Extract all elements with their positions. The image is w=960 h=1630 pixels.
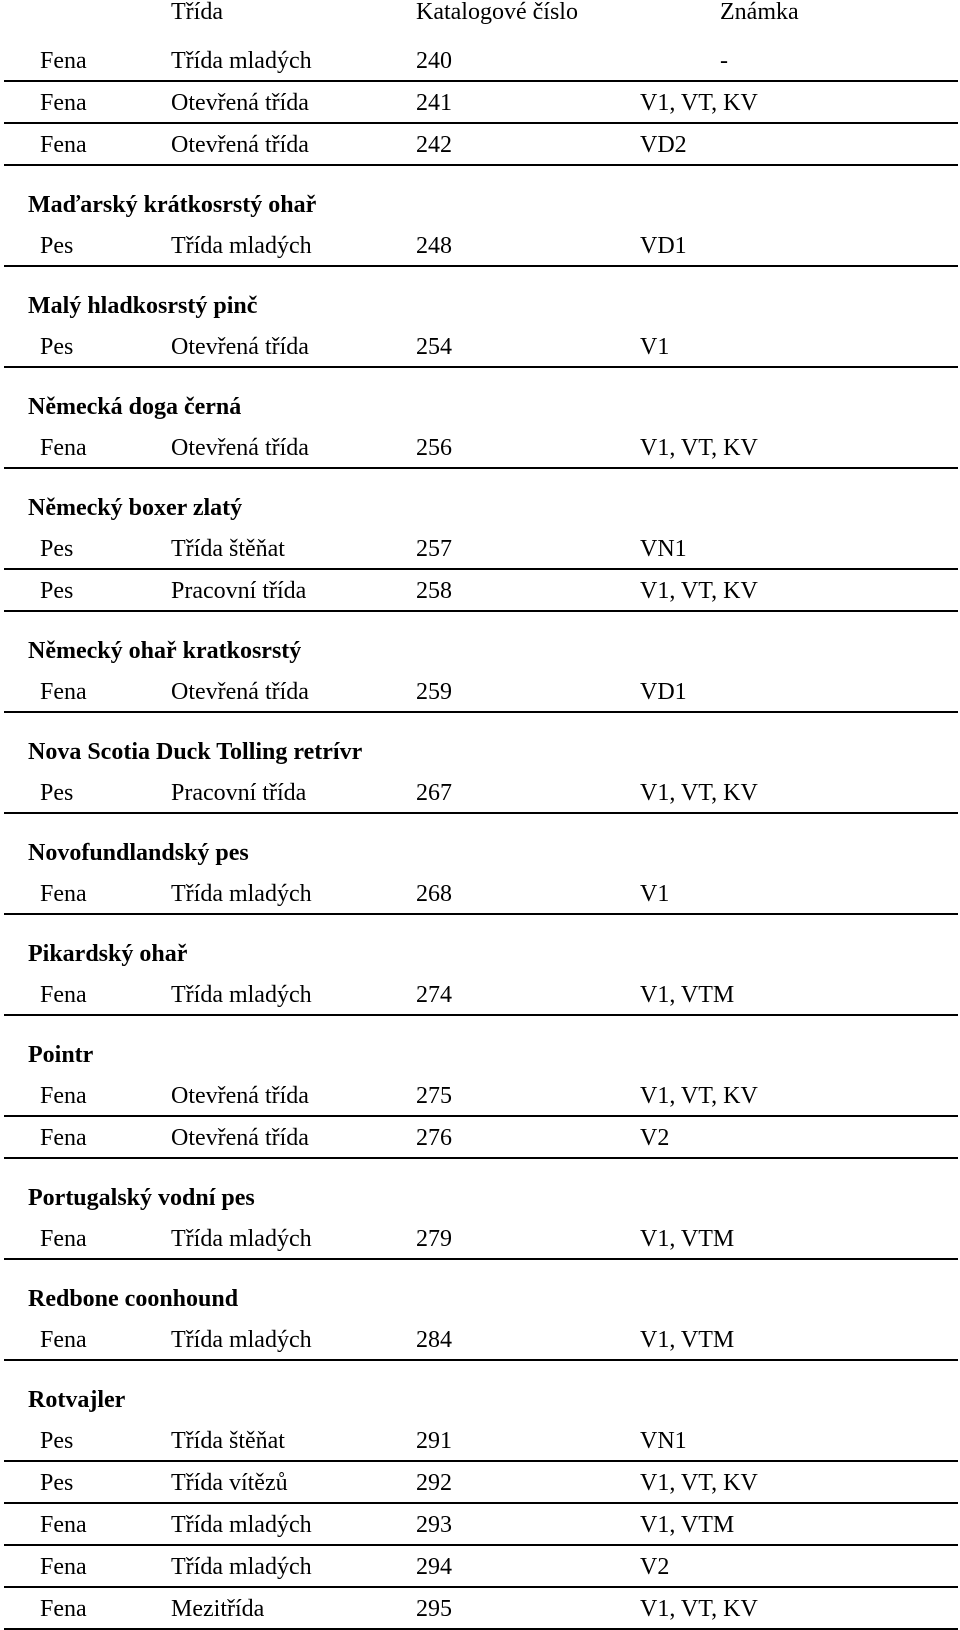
table-row (0, 38, 960, 80)
breed-heading-row (0, 913, 960, 972)
table-row (0, 223, 960, 265)
cell-trida: Třída štěňat (171, 1428, 285, 1454)
cell-trida: Třída mladých (171, 1226, 312, 1252)
breed-name: Portugalský vodní pes (28, 1185, 255, 1211)
cell-katalogove-cislo: 293 (416, 1512, 452, 1538)
cell-trida: Otevřená třída (171, 132, 309, 158)
cell-pohlavi: Fena (40, 982, 87, 1008)
results-list (0, 38, 960, 1628)
cell-znamka: VN1 (640, 536, 687, 562)
cell-znamka: V1, VT, KV (640, 1470, 758, 1496)
breed-name: Nova Scotia Duck Tolling retrívr (28, 739, 363, 765)
cell-trida: Otevřená třída (171, 679, 309, 705)
cell-znamka: V1, VTM (640, 982, 735, 1008)
cell-katalogove-cislo: 259 (416, 679, 452, 705)
breed-name: Německá doga černá (28, 394, 242, 420)
header-katalogove-cislo: Katalogové číslo (416, 0, 578, 25)
table-row (0, 1460, 960, 1502)
cell-pohlavi: Fena (40, 1512, 87, 1538)
cell-katalogove-cislo: 268 (416, 881, 452, 907)
cell-pohlavi: Pes (40, 578, 74, 604)
breed-name: Maďarský krátkosrstý ohař (28, 192, 317, 218)
table-row (0, 526, 960, 568)
cell-katalogove-cislo: 274 (416, 982, 452, 1008)
breed-heading-row (0, 711, 960, 770)
breed-heading-row (0, 265, 960, 324)
cell-pohlavi: Pes (40, 1470, 74, 1496)
cell-znamka: V1, VT, KV (640, 1596, 758, 1622)
breed-name: Pikardský ohař (28, 941, 188, 967)
cell-pohlavi: Pes (40, 334, 74, 360)
table-row (0, 122, 960, 164)
cell-trida: Otevřená třída (171, 90, 309, 116)
cell-katalogove-cislo: 254 (416, 334, 452, 360)
cell-trida: Pracovní třída (171, 578, 307, 604)
breed-name: Německý boxer zlatý (28, 495, 243, 521)
cell-pohlavi: Pes (40, 1428, 74, 1454)
cell-pohlavi: Fena (40, 1083, 87, 1109)
table-row (0, 1115, 960, 1157)
cell-pohlavi: Fena (40, 1596, 87, 1622)
cell-trida: Mezitřída (171, 1596, 265, 1622)
breed-heading-row (0, 164, 960, 223)
cell-katalogove-cislo: 240 (416, 48, 452, 74)
breed-name: Novofundlandský pes (28, 840, 249, 866)
cell-znamka: V1, VT, KV (640, 1083, 758, 1109)
cell-znamka: V1, VTM (640, 1327, 735, 1353)
cell-trida: Otevřená třída (171, 435, 309, 461)
cell-trida: Pracovní třída (171, 780, 307, 806)
cell-katalogove-cislo: 256 (416, 435, 452, 461)
cell-trida: Otevřená třída (171, 334, 309, 360)
cell-znamka: V1, VT, KV (640, 780, 758, 806)
breed-heading-row (0, 1258, 960, 1317)
table-row (0, 1317, 960, 1359)
cell-trida: Třída mladých (171, 48, 312, 74)
cell-pohlavi: Fena (40, 1125, 87, 1151)
cell-trida: Třída mladých (171, 881, 312, 907)
breed-name: Pointr (28, 1042, 94, 1068)
cell-pohlavi: Fena (40, 1554, 87, 1580)
cell-znamka: V1, VTM (640, 1226, 735, 1252)
table-row (0, 425, 960, 467)
cell-pohlavi: Pes (40, 780, 74, 806)
cell-znamka: VD1 (640, 679, 687, 705)
cell-katalogove-cislo: 267 (416, 780, 452, 806)
table-row (0, 770, 960, 812)
cell-trida: Třída mladých (171, 982, 312, 1008)
cell-pohlavi: Fena (40, 881, 87, 907)
cell-znamka: - (720, 48, 728, 74)
cell-katalogove-cislo: 284 (416, 1327, 452, 1353)
table-header (0, 0, 960, 38)
table-row (0, 1073, 960, 1115)
cell-katalogove-cislo: 276 (416, 1125, 452, 1151)
table-row (0, 669, 960, 711)
table-row (0, 972, 960, 1014)
cell-katalogove-cislo: 295 (416, 1596, 452, 1622)
cell-trida: Otevřená třída (171, 1083, 309, 1109)
breed-heading-row (0, 1014, 960, 1073)
cell-pohlavi: Fena (40, 1327, 87, 1353)
cell-katalogove-cislo: 294 (416, 1554, 452, 1580)
cell-znamka: V1, VT, KV (640, 435, 758, 461)
cell-trida: Třída mladých (171, 1327, 312, 1353)
breed-name: Německý ohař kratkosrstý (28, 638, 302, 664)
cell-pohlavi: Pes (40, 536, 74, 562)
cell-znamka: V1 (640, 334, 670, 360)
cell-trida: Otevřená třída (171, 1125, 309, 1151)
cell-pohlavi: Fena (40, 48, 87, 74)
cell-katalogove-cislo: 275 (416, 1083, 452, 1109)
table-row (0, 1502, 960, 1544)
cell-znamka: V1, VTM (640, 1512, 735, 1538)
cell-trida: Třída štěňat (171, 536, 285, 562)
breed-heading-row (0, 366, 960, 425)
cell-katalogove-cislo: 241 (416, 90, 452, 116)
cell-znamka: V1 (640, 881, 670, 907)
cell-katalogove-cislo: 248 (416, 233, 452, 259)
cell-katalogove-cislo: 291 (416, 1428, 452, 1454)
cell-pohlavi: Fena (40, 435, 87, 461)
cell-znamka: V1, VT, KV (640, 90, 758, 116)
cell-pohlavi: Fena (40, 679, 87, 705)
cell-pohlavi: Fena (40, 90, 87, 116)
table-row (0, 1216, 960, 1258)
cell-pohlavi: Fena (40, 1226, 87, 1252)
breed-name: Rotvajler (28, 1387, 126, 1413)
table-row (0, 871, 960, 913)
breed-name: Malý hladkosrstý pinč (28, 293, 258, 319)
cell-katalogove-cislo: 292 (416, 1470, 452, 1496)
breed-name: Redbone coonhound (28, 1286, 239, 1312)
header-trida: Třída (171, 0, 223, 25)
cell-znamka: VD2 (640, 132, 687, 158)
table-row (0, 1586, 960, 1628)
cell-katalogove-cislo: 279 (416, 1226, 452, 1252)
cell-trida: Třída vítězů (171, 1470, 288, 1496)
cell-pohlavi: Pes (40, 233, 74, 259)
table-row (0, 1418, 960, 1460)
cell-znamka: VN1 (640, 1428, 687, 1454)
breed-heading-row (0, 1359, 960, 1418)
breed-heading-row (0, 467, 960, 526)
breed-heading-row (0, 610, 960, 669)
table-row (0, 568, 960, 610)
cell-pohlavi: Fena (40, 132, 87, 158)
cell-katalogove-cislo: 257 (416, 536, 452, 562)
cell-znamka: V2 (640, 1125, 670, 1151)
breed-heading-row (0, 1157, 960, 1216)
cell-trida: Třída mladých (171, 233, 312, 259)
breed-heading-row (0, 812, 960, 871)
table-row (0, 80, 960, 122)
cell-katalogove-cislo: 258 (416, 578, 452, 604)
cell-znamka: V1, VT, KV (640, 578, 758, 604)
cell-trida: Třída mladých (171, 1554, 312, 1580)
cell-trida: Třída mladých (171, 1512, 312, 1538)
cell-znamka: VD1 (640, 233, 687, 259)
table-row (0, 324, 960, 366)
table-row (0, 1544, 960, 1586)
cell-katalogove-cislo: 242 (416, 132, 452, 158)
header-znamka: Známka (720, 0, 799, 25)
cell-znamka: V2 (640, 1554, 670, 1580)
